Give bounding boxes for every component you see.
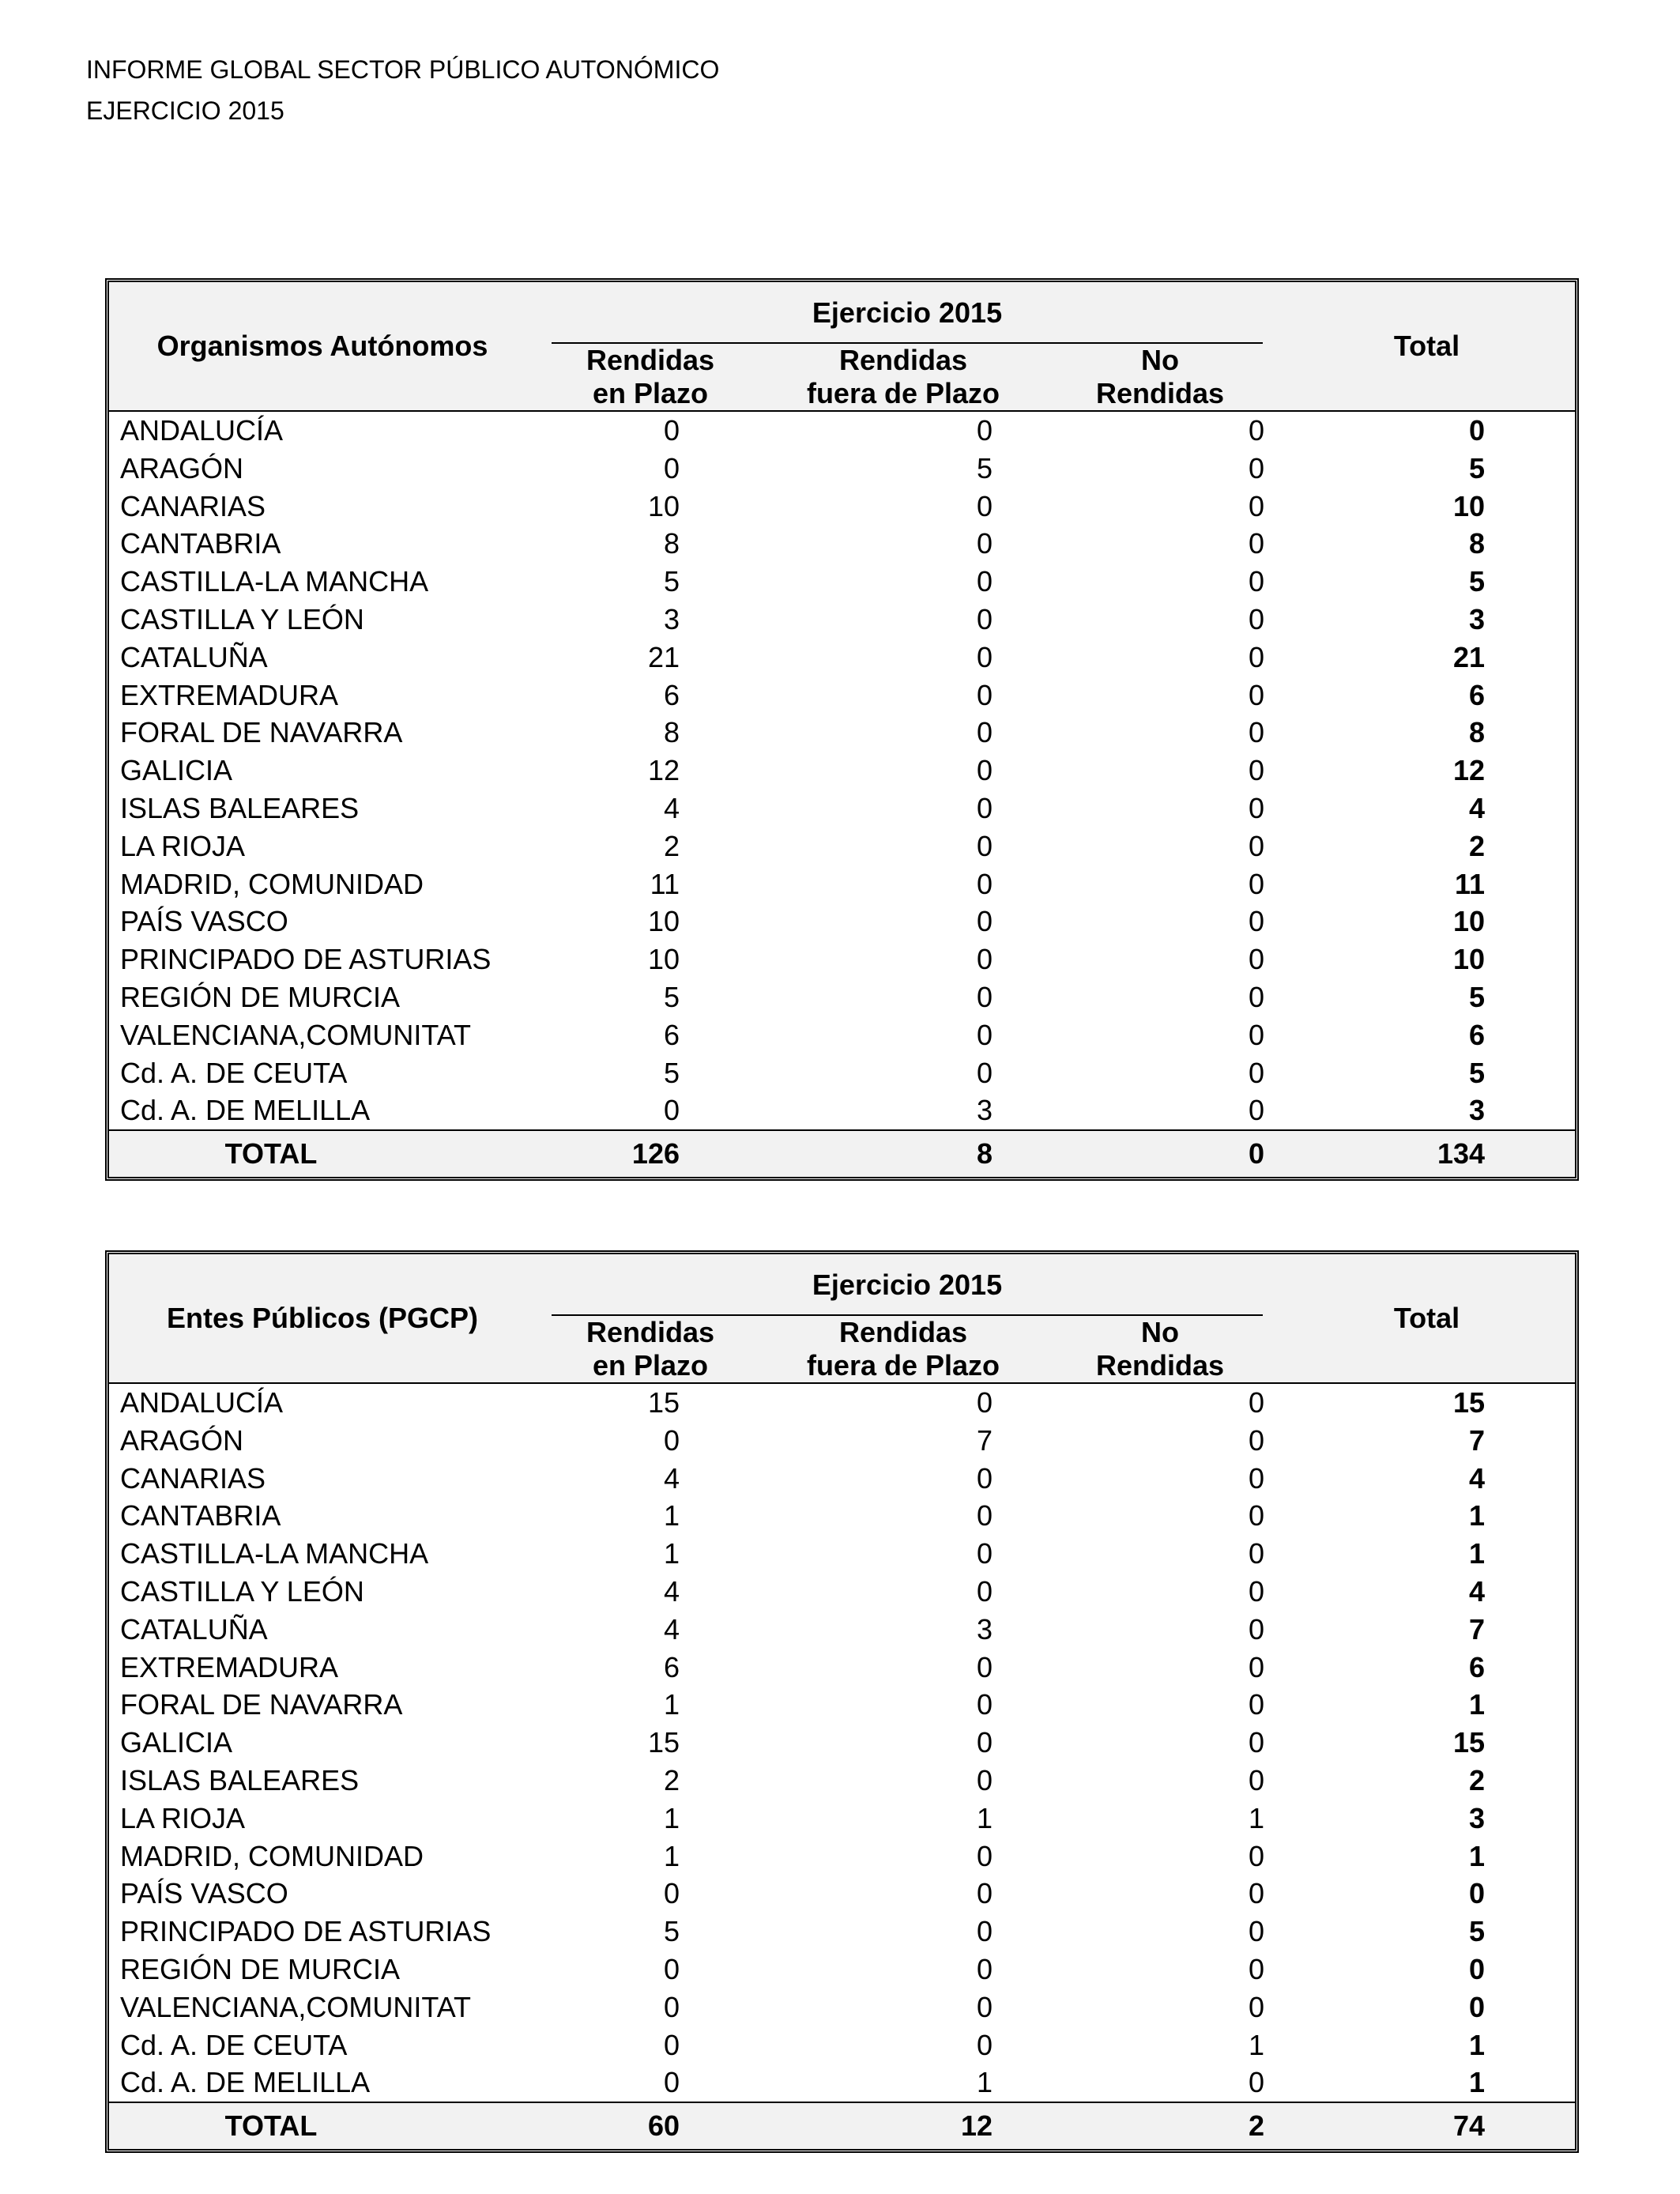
cell-no-rendidas: 0	[1249, 1877, 1265, 1910]
cell-total: 5	[1469, 1915, 1486, 1948]
row-name: EXTREMADURA	[120, 678, 339, 711]
row-name: PRINCIPADO DE ASTURIAS	[120, 1915, 492, 1948]
table-row	[109, 1383, 1575, 1422]
row-name: CASTILLA Y LEÓN	[120, 602, 364, 635]
entity-column-header: Entes Públicos (PGCP)	[109, 1254, 536, 1383]
row-name: Cd. A. DE MELILLA	[120, 1094, 371, 1127]
cell-total: 2	[1469, 829, 1486, 862]
row-name: GALICIA	[120, 754, 233, 787]
cell-en-plazo: 12	[647, 754, 680, 787]
cell-fuera-plazo: 0	[976, 905, 993, 938]
cell-fuera-plazo: 0	[976, 2028, 993, 2061]
en-plazo-header	[536, 1316, 765, 1383]
table-row	[109, 677, 1575, 714]
cell-total: 0	[1469, 1877, 1486, 1910]
cell-en-plazo: 1	[663, 1537, 680, 1570]
row-name: ANDALUCÍA	[120, 414, 284, 447]
en-plazo-header	[536, 344, 765, 411]
cell-fuera-plazo: 0	[976, 414, 993, 447]
table-row	[109, 903, 1575, 941]
table-row	[109, 865, 1575, 903]
fuera-plazo-header-line1: Rendidas	[838, 344, 968, 376]
cell-total: 4	[1469, 791, 1486, 824]
cell-fuera-plazo: 0	[976, 1763, 993, 1796]
table-row	[109, 411, 1575, 450]
cell-en-plazo: 1	[663, 1499, 680, 1532]
cell-en-plazo: 6	[663, 1650, 680, 1683]
cell-total: 6	[1469, 1650, 1486, 1683]
row-name: ISLAS BALEARES	[120, 1763, 360, 1796]
cell-no-rendidas: 0	[1249, 1537, 1265, 1570]
cell-total: 0	[1469, 1952, 1486, 1985]
cell-total: 3	[1469, 1801, 1486, 1834]
total-no-rendidas: 0	[1042, 1130, 1279, 1177]
cell-fuera-plazo: 0	[976, 1574, 993, 1608]
table-row	[109, 714, 1575, 752]
cell-no-rendidas: 0	[1249, 1499, 1265, 1532]
cell-en-plazo: 0	[663, 2066, 680, 2099]
fuera-plazo-header-line2: fuera de Plazo	[806, 1349, 1000, 1382]
cell-no-rendidas: 0	[1249, 1574, 1265, 1608]
table-row	[109, 563, 1575, 601]
fuera-plazo-header	[765, 1316, 1042, 1383]
row-name: PRINCIPADO DE ASTURIAS	[120, 943, 492, 976]
total-no-rendidas: 2	[1042, 2102, 1279, 2149]
cell-no-rendidas: 0	[1249, 1612, 1265, 1646]
cell-en-plazo: 15	[647, 1386, 680, 1419]
cell-no-rendidas: 0	[1249, 1726, 1265, 1759]
cell-en-plazo: 1	[663, 1839, 680, 1872]
cell-fuera-plazo: 0	[976, 1915, 993, 1948]
row-name: CASTILLA Y LEÓN	[120, 1574, 364, 1608]
total-row	[109, 2102, 1575, 2149]
cell-fuera-plazo: 1	[976, 1801, 993, 1834]
organismos-autonomos-table	[105, 278, 1579, 1181]
row-name: REGIÓN DE MURCIA	[120, 980, 401, 1013]
cell-en-plazo: 21	[647, 640, 680, 673]
cell-total: 6	[1469, 1018, 1486, 1051]
table-row	[109, 790, 1575, 827]
cell-en-plazo: 3	[663, 602, 680, 635]
row-name: CATALUÑA	[120, 640, 268, 673]
table-row	[109, 1611, 1575, 1649]
total-label: TOTAL	[109, 2102, 536, 2149]
entes-publicos-table	[105, 1250, 1579, 2153]
cell-no-rendidas: 0	[1249, 829, 1265, 862]
cell-fuera-plazo: 0	[976, 1839, 993, 1872]
cell-total: 1	[1469, 1688, 1486, 1721]
table-row	[109, 1091, 1575, 1130]
cell-en-plazo: 4	[663, 1461, 680, 1495]
cell-no-rendidas: 0	[1249, 565, 1265, 598]
row-name: ARAGÓN	[120, 1423, 244, 1457]
table-row	[109, 1573, 1575, 1611]
cell-no-rendidas: 0	[1249, 414, 1265, 447]
cell-total: 1	[1469, 2028, 1486, 2061]
table-row	[109, 1422, 1575, 1460]
cell-en-plazo: 0	[663, 2028, 680, 2061]
no-rendidas-header-line2: Rendidas	[1095, 1349, 1225, 1382]
cell-total: 0	[1469, 1990, 1486, 2023]
row-name: PAÍS VASCO	[120, 905, 288, 938]
cell-no-rendidas: 0	[1249, 980, 1265, 1013]
cell-fuera-plazo: 0	[976, 1726, 993, 1759]
row-name: REGIÓN DE MURCIA	[120, 1952, 401, 1985]
cell-total: 5	[1469, 980, 1486, 1013]
cell-en-plazo: 8	[663, 716, 680, 749]
row-name: CASTILLA-LA MANCHA	[120, 1537, 429, 1570]
total-en-plazo: 126	[536, 1130, 765, 1177]
cell-no-rendidas: 1	[1249, 1801, 1265, 1834]
report-year: EJERCICIO 2015	[86, 96, 284, 125]
table-row	[109, 450, 1575, 488]
table-row	[109, 1875, 1575, 1913]
no-rendidas-header-line2: Rendidas	[1095, 377, 1225, 409]
table-row	[109, 2064, 1575, 2102]
cell-no-rendidas: 0	[1249, 1915, 1265, 1948]
table-row	[109, 1535, 1575, 1573]
cell-no-rendidas: 0	[1249, 1839, 1265, 1872]
entity-column-header: Organismos Autónomos	[109, 282, 536, 411]
cell-en-plazo: 15	[647, 1726, 680, 1759]
cell-no-rendidas: 0	[1249, 867, 1265, 900]
table-row	[109, 941, 1575, 978]
cell-total: 0	[1469, 414, 1486, 447]
cell-total: 10	[1452, 905, 1486, 938]
cell-en-plazo: 4	[663, 1574, 680, 1608]
cell-en-plazo: 0	[663, 1877, 680, 1910]
row-name: Cd. A. DE CEUTA	[120, 2028, 348, 2061]
report-title: INFORME GLOBAL SECTOR PÚBLICO AUTONÓMICO	[86, 55, 720, 84]
cell-no-rendidas: 0	[1249, 2066, 1265, 2099]
table-row	[109, 1762, 1575, 1800]
cell-fuera-plazo: 0	[976, 1990, 993, 2023]
cell-en-plazo: 10	[647, 943, 680, 976]
table-row	[109, 1951, 1575, 1989]
cell-fuera-plazo: 0	[976, 489, 993, 522]
row-name: CASTILLA-LA MANCHA	[120, 565, 429, 598]
table-row	[109, 1054, 1575, 1092]
cell-no-rendidas: 0	[1249, 1386, 1265, 1419]
cell-en-plazo: 1	[663, 1801, 680, 1834]
cell-total: 10	[1452, 943, 1486, 976]
cell-no-rendidas: 0	[1249, 527, 1265, 560]
en-plazo-header-line1: Rendidas	[586, 1316, 715, 1348]
fuera-plazo-header	[765, 344, 1042, 411]
table-row	[109, 2026, 1575, 2064]
cell-fuera-plazo: 0	[976, 1650, 993, 1683]
cell-fuera-plazo: 1	[976, 2066, 993, 2099]
ejercicio-header	[536, 1254, 1279, 1316]
cell-en-plazo: 5	[663, 1056, 680, 1089]
no-rendidas-header	[1042, 344, 1279, 411]
cell-en-plazo: 10	[647, 905, 680, 938]
cell-fuera-plazo: 7	[976, 1423, 993, 1457]
table-row	[109, 752, 1575, 790]
cell-fuera-plazo: 0	[976, 1018, 993, 1051]
header-divider	[552, 342, 1263, 344]
en-plazo-header-line2: en Plazo	[592, 377, 709, 409]
cell-fuera-plazo: 3	[976, 1612, 993, 1646]
table-row	[109, 1016, 1575, 1054]
row-name: MADRID, COMUNIDAD	[120, 867, 424, 900]
cell-total: 1	[1469, 2066, 1486, 2099]
row-name: LA RIOJA	[120, 829, 246, 862]
cell-total: 1	[1469, 1499, 1486, 1532]
cell-fuera-plazo: 0	[976, 678, 993, 711]
row-name: ANDALUCÍA	[120, 1386, 284, 1419]
cell-total: 21	[1452, 640, 1486, 673]
cell-fuera-plazo: 0	[976, 716, 993, 749]
cell-en-plazo: 5	[663, 1915, 680, 1948]
cell-en-plazo: 11	[650, 867, 680, 900]
row-name: EXTREMADURA	[120, 1650, 339, 1683]
cell-en-plazo: 0	[663, 1990, 680, 2023]
cell-en-plazo: 0	[663, 451, 680, 484]
cell-total: 8	[1469, 716, 1486, 749]
cell-fuera-plazo: 0	[976, 1386, 993, 1419]
cell-total: 5	[1469, 1056, 1486, 1089]
cell-en-plazo: 0	[663, 1423, 680, 1457]
total-label: TOTAL	[109, 1130, 536, 1177]
cell-en-plazo: 2	[663, 1763, 680, 1796]
header-divider	[552, 1314, 1263, 1316]
cell-total: 7	[1469, 1423, 1486, 1457]
cell-fuera-plazo: 0	[976, 1056, 993, 1089]
grand-total: 74	[1279, 2102, 1575, 2149]
table-row	[109, 1497, 1575, 1535]
cell-total: 5	[1469, 451, 1486, 484]
cell-no-rendidas: 0	[1249, 943, 1265, 976]
cell-no-rendidas: 0	[1249, 489, 1265, 522]
row-name: VALENCIANA,COMUNITAT	[120, 1990, 472, 2023]
cell-fuera-plazo: 0	[976, 565, 993, 598]
cell-no-rendidas: 0	[1249, 1990, 1265, 2023]
cell-total: 11	[1454, 867, 1486, 900]
total-fuera-plazo: 8	[765, 1130, 1042, 1177]
cell-en-plazo: 0	[663, 414, 680, 447]
row-name: ISLAS BALEARES	[120, 791, 360, 824]
table-row	[109, 978, 1575, 1016]
cell-no-rendidas: 0	[1249, 1688, 1265, 1721]
cell-fuera-plazo: 0	[976, 1952, 993, 1985]
table-row	[109, 1913, 1575, 1951]
cell-no-rendidas: 1	[1249, 2028, 1265, 2061]
cell-total: 3	[1469, 1094, 1486, 1127]
grand-total: 134	[1279, 1130, 1575, 1177]
no-rendidas-header	[1042, 1316, 1279, 1383]
cell-no-rendidas: 0	[1249, 905, 1265, 938]
cell-en-plazo: 1	[663, 1688, 680, 1721]
total-row	[109, 1130, 1575, 1177]
row-name: FORAL DE NAVARRA	[120, 716, 403, 749]
cell-no-rendidas: 0	[1249, 716, 1265, 749]
cell-fuera-plazo: 0	[976, 1688, 993, 1721]
fuera-plazo-header-line1: Rendidas	[838, 1316, 968, 1348]
cell-fuera-plazo: 0	[976, 640, 993, 673]
cell-no-rendidas: 0	[1249, 640, 1265, 673]
ejercicio-label: Ejercicio 2015	[812, 1269, 1003, 1301]
cell-fuera-plazo: 0	[976, 943, 993, 976]
cell-total: 5	[1469, 565, 1486, 598]
cell-fuera-plazo: 0	[976, 1877, 993, 1910]
cell-no-rendidas: 0	[1249, 1056, 1265, 1089]
row-name: GALICIA	[120, 1726, 233, 1759]
cell-en-plazo: 4	[663, 791, 680, 824]
cell-fuera-plazo: 0	[976, 980, 993, 1013]
total-fuera-plazo: 12	[765, 2102, 1042, 2149]
cell-fuera-plazo: 0	[976, 829, 993, 862]
table-row	[109, 601, 1575, 639]
cell-fuera-plazo: 0	[976, 867, 993, 900]
table-row	[109, 827, 1575, 865]
row-name: CANTABRIA	[120, 1499, 281, 1532]
row-name: CATALUÑA	[120, 1612, 268, 1646]
cell-no-rendidas: 0	[1249, 754, 1265, 787]
total-column-header: Total	[1279, 282, 1575, 411]
table-row	[109, 1724, 1575, 1762]
cell-fuera-plazo: 0	[976, 754, 993, 787]
cell-no-rendidas: 0	[1249, 602, 1265, 635]
cell-no-rendidas: 0	[1249, 791, 1265, 824]
no-rendidas-header-line1: No	[1141, 1316, 1180, 1348]
cell-no-rendidas: 0	[1249, 1094, 1265, 1127]
cell-fuera-plazo: 0	[976, 1461, 993, 1495]
row-name: Cd. A. DE CEUTA	[120, 1056, 348, 1089]
cell-fuera-plazo: 0	[976, 602, 993, 635]
row-name: Cd. A. DE MELILLA	[120, 2066, 371, 2099]
cell-total: 4	[1469, 1461, 1486, 1495]
total-column-header: Total	[1279, 1254, 1575, 1383]
table-row	[109, 1649, 1575, 1687]
cell-en-plazo: 0	[663, 1952, 680, 1985]
cell-fuera-plazo: 0	[976, 1537, 993, 1570]
table-row	[109, 1800, 1575, 1838]
table-row	[109, 525, 1575, 563]
table-row	[109, 639, 1575, 677]
cell-total: 8	[1469, 527, 1486, 560]
table-row	[109, 1838, 1575, 1875]
no-rendidas-header-line1: No	[1141, 344, 1180, 376]
cell-en-plazo: 5	[663, 980, 680, 1013]
ejercicio-label: Ejercicio 2015	[812, 296, 1003, 329]
cell-en-plazo: 0	[663, 1094, 680, 1127]
cell-total: 4	[1469, 1574, 1486, 1608]
cell-fuera-plazo: 0	[976, 1499, 993, 1532]
cell-no-rendidas: 0	[1249, 1423, 1265, 1457]
cell-total: 3	[1469, 602, 1486, 635]
cell-en-plazo: 4	[663, 1612, 680, 1646]
en-plazo-header-line2: en Plazo	[592, 1349, 709, 1382]
cell-total: 6	[1469, 678, 1486, 711]
cell-fuera-plazo: 5	[976, 451, 993, 484]
cell-total: 15	[1452, 1386, 1486, 1419]
ejercicio-header	[536, 282, 1279, 344]
data-table	[109, 1254, 1575, 2149]
cell-total: 12	[1452, 754, 1486, 787]
cell-en-plazo: 6	[663, 1018, 680, 1051]
cell-total: 1	[1469, 1839, 1486, 1872]
cell-fuera-plazo: 0	[976, 527, 993, 560]
cell-total: 1	[1469, 1537, 1486, 1570]
row-name: CANARIAS	[120, 489, 266, 522]
cell-total: 10	[1452, 489, 1486, 522]
cell-fuera-plazo: 3	[976, 1094, 993, 1127]
cell-en-plazo: 6	[663, 678, 680, 711]
cell-total: 2	[1469, 1763, 1486, 1796]
table-row	[109, 1460, 1575, 1498]
row-name: CANARIAS	[120, 1461, 266, 1495]
row-name: CANTABRIA	[120, 527, 281, 560]
cell-en-plazo: 5	[663, 565, 680, 598]
cell-en-plazo: 2	[663, 829, 680, 862]
cell-total: 15	[1452, 1726, 1486, 1759]
en-plazo-header-line1: Rendidas	[586, 344, 715, 376]
table-row	[109, 1686, 1575, 1724]
cell-no-rendidas: 0	[1249, 451, 1265, 484]
row-name: LA RIOJA	[120, 1801, 246, 1834]
cell-total: 7	[1469, 1612, 1486, 1646]
row-name: ARAGÓN	[120, 451, 244, 484]
cell-no-rendidas: 0	[1249, 678, 1265, 711]
cell-no-rendidas: 0	[1249, 1763, 1265, 1796]
fuera-plazo-header-line2: fuera de Plazo	[806, 377, 1000, 409]
total-en-plazo: 60	[536, 2102, 765, 2149]
cell-en-plazo: 8	[663, 527, 680, 560]
document-header	[86, 49, 719, 131]
cell-no-rendidas: 0	[1249, 1018, 1265, 1051]
cell-no-rendidas: 0	[1249, 1952, 1265, 1985]
table-row	[109, 488, 1575, 526]
cell-fuera-plazo: 0	[976, 791, 993, 824]
cell-en-plazo: 10	[647, 489, 680, 522]
cell-no-rendidas: 0	[1249, 1461, 1265, 1495]
cell-no-rendidas: 0	[1249, 1650, 1265, 1683]
table-row	[109, 1989, 1575, 2026]
row-name: FORAL DE NAVARRA	[120, 1688, 403, 1721]
row-name: VALENCIANA,COMUNITAT	[120, 1018, 472, 1051]
data-table	[109, 282, 1575, 1177]
row-name: PAÍS VASCO	[120, 1877, 288, 1910]
row-name: MADRID, COMUNIDAD	[120, 1839, 424, 1872]
